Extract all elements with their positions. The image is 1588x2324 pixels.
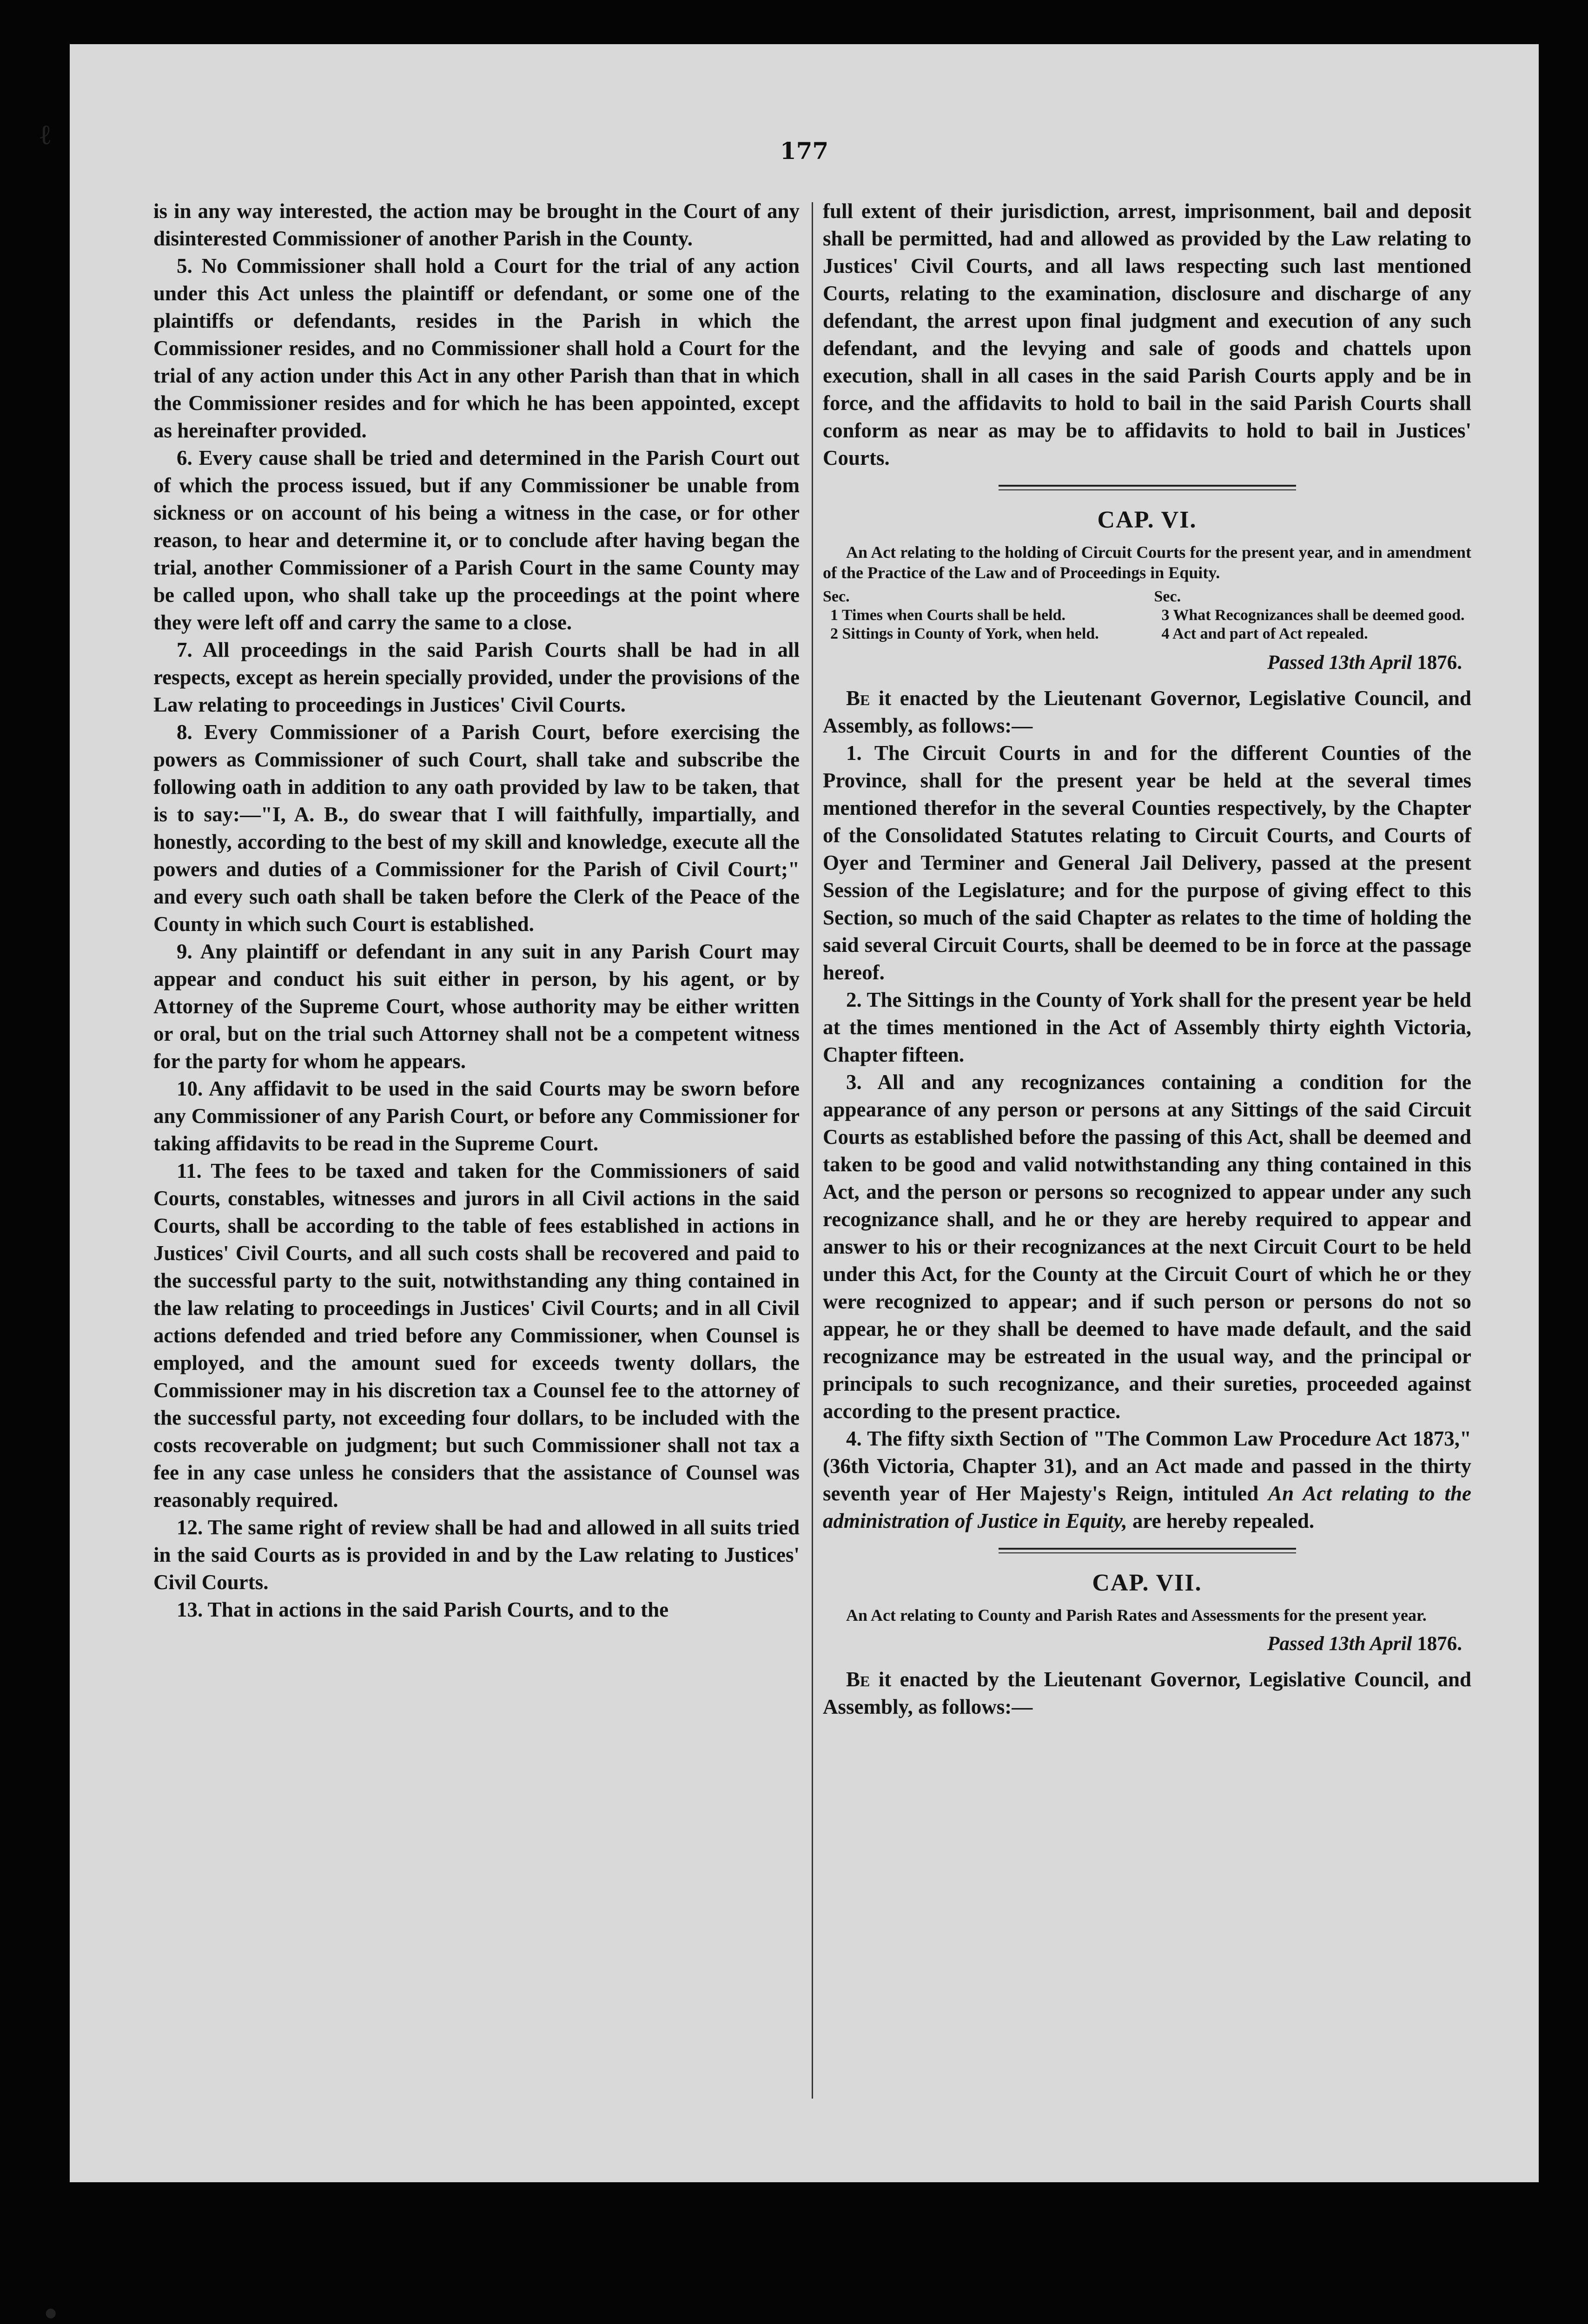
sec4-end: are hereby repealed. (1127, 1509, 1315, 1532)
act-description: An Act relating to County and Parish Rates and Assessments for the present year. (846, 1606, 1427, 1624)
paragraph: 3. All and any recognizances containing a condition for the appearance of any person or persons at any Sittings of the said Circuit Courts as established before the passing of this Act, shall be deemed and taken to be good and valid notwithstanding any thing contained in this Act, and the person or persons so recognized to appear under any such recognizance shall, and he or they are hereby required to appear and answer to his or their recognizances at the next Circuit Court to be held under this Act, for the County at the Circuit Court of which he or they were recognized to appear; and if such person or persons do not so appear, he or they shall be deemed to have made default, and the said recognizance may be estreated in the usual way, and the principal or principals to such recognizance, and their sureties, proceeded against according to the present practice. (823, 1070, 1471, 1423)
section-index-right (1140, 588, 1472, 643)
margin-mark-top: ℓ (40, 119, 51, 151)
passed-year: 1876. (1417, 652, 1462, 673)
enacting-clause (823, 1666, 1471, 1721)
section-index-item: 4 Act and part of Act repealed. (1161, 625, 1368, 642)
continuation-paragraph: full extent of their jurisdiction, arrest, imprisonment, bail and deposit shall be permitted, had and allowed as provided by the Law relating to Justices' Civil Courts, and all laws respecting such last mentioned Courts, relating to the examination, disclosure and discharge of any defendant, the arrest upon final judgment and execution of any such defendant, and the levying and sale of goods and chattels upon execution, shall in all cases in the said Parish Courts apply and be in force, and the affidavits to hold to bail in the said Parish Courts shall conform as near as may be to affidavits to hold to bail in Justices' Courts. (823, 199, 1471, 469)
section-index (823, 588, 1471, 643)
section-index-header: Sec. (823, 588, 850, 605)
paragraph: 2. The Sittings in the County of York shall for the present year be held at the times mentioned in the Act of Assembly thirty eighth Victoria, Chapter fifteen. (823, 988, 1471, 1066)
paragraph: 1. The Circuit Courts in and for the different Counties of the Province, shall for the present year be held at the several times mentioned therefor in the several Counties respectively, by the Chapter of the Consolidated Statutes relating to Circuit Courts, and Courts of Oyer and Terminer and General Jail Delivery, passed at the present Session of the Legislature; and for the purpose of giving effect to this Section, so much of the said Chapter as relates to the time of holding the said several Circuit Courts, shall be deemed to be in force at the passage hereof. (823, 741, 1471, 984)
column-divider (812, 202, 813, 2099)
enacting-rest: it enacted by the Lieutenant Governor, Legislative Council, and Assembly, as follows:— (823, 1668, 1471, 1718)
paragraph: 6. Every cause shall be tried and determined in the Parish Court out of which the process issued, but if any Commissioner be unable from sickness or on account of his being a witness in the case, or for other reason, to hear and determine it, or to conclude after having began the trial, another Commissioner of a Parish Court in the same County may be called upon, who shall take up the proceedings at the point where they were left off and carry the same to a close. (153, 446, 800, 634)
enacting-be: Be (846, 1668, 870, 1691)
left-column (153, 198, 800, 2108)
passed-label: Passed 13th April (1267, 1633, 1412, 1655)
paragraph: 5. No Commissioner shall hold a Court for the trial of any action under this Act unless the plaintiff or defendant, or some one of the plaintiffs or defendants, resides in the Parish in which the Commissioner resides, and no Commissioner shall hold a Court for the trial of any action under this Act in any other Parish than that in which the Commissioner resides and for which he has been appointed, except as hereinafter provided. (153, 254, 800, 442)
document-page (40, 44, 1539, 2324)
paragraph: 7. All proceedings in the said Parish Courts shall be had in all respects, except as herein specially provided, under the provisions of the Law relating to proceedings in Justices' Civil Courts. (153, 638, 800, 716)
paragraph: 13. That in actions in the said Parish Courts, and to the (177, 1598, 669, 1621)
enacting-be: Be (846, 687, 870, 710)
section-rule (999, 1548, 1296, 1553)
section-index-item: 1 Times when Courts shall be held. (830, 607, 1065, 624)
paragraph: is in any way interested, the action may be brought in the Court of any disinterested Commissioner of another Parish in the County. (153, 199, 800, 250)
sec4-start: 4. The fifty sixth Section of "The Common Law Procedure Act 1873," (36th Victoria, Chapter 31), and an Act made and passed in the thirty seventh year of Her Majesty's Reign, intituled (823, 1427, 1471, 1505)
passed-year: 1876. (1417, 1633, 1462, 1655)
section-rule (999, 485, 1296, 490)
paragraph (823, 1425, 1471, 1535)
chapter-title-cap7: CAP. VII. (1092, 1570, 1202, 1596)
section-index-left (823, 588, 1140, 643)
act-description: An Act relating to the holding of Circuit Courts for the present year, and in amendment of the Practice of the Law and of Proceedings in Equity. (823, 543, 1471, 582)
paragraph: 10. Any affidavit to be used in the said Courts may be sworn before any Commissioner of any Parish Court, or before any Commissioner for taking affidavits to be read in the Supreme Court. (153, 1077, 800, 1155)
paragraph: 8. Every Commissioner of a Parish Court, before exercising the powers as Commissioner of such Court, shall take and subscribe the following oath in addition to any oath provided by law to be taken, that is to say:—"I, A. B., do swear that I will faithfully, impartially, and honestly, according to the best of my skill and knowledge, execute all the powers and duties of a Commissioner for the Parish of Civil Court;" and every such oath shall be taken before the Clerk of the Peace of the County in which such Court is established. (153, 720, 800, 936)
paragraph: 9. Any plaintiff or defendant in any suit in any Parish Court may appear and conduct his suit either in person, by his agent, or by Attorney of the Supreme Court, whose authority may be either written or oral, but on the trial such Attorney shall not be a competent witness for the party for whom he appears. (153, 940, 800, 1073)
passed-date (823, 649, 1462, 676)
sec4-italic-title: An Act relating to the administration of Justice in Equity, (823, 1482, 1471, 1532)
section-index-item: 3 What Recognizances shall be deemed good. (1161, 607, 1465, 624)
page-number: 177 (780, 137, 829, 165)
enacting-clause (823, 685, 1471, 739)
paragraph: 11. The fees to be taxed and taken for the Commissioners of said Courts, constables, witnesses and jurors in all Civil actions in the said Courts, shall be according to the table of fees established in actions in Justices' Civil Courts, and all such costs shall be recovered and paid to the successful party to the suit, notwithstanding any thing contained in the law relating to proceedings in Justices' Civil Courts; and in all Civil actions defended and tried before any Commissioner, when Counsel is employed, and the amount sued for exceeds twenty dollars, the Commissioner may in his discretion tax a Counsel fee to the attorney of the successful party, not exceeding four dollars, to be included with the costs recoverable on judgment; but such Commissioner shall not tax a fee in any case unless he considers that the assistance of Counsel was reasonably required. (153, 1159, 800, 1512)
margin-mark-bottom: • (42, 2298, 60, 2324)
section-index-header: Sec. (1154, 588, 1181, 605)
passed-label: Passed 13th April (1267, 652, 1412, 673)
right-column (823, 198, 1471, 2108)
passed-date (823, 1630, 1462, 1657)
section-index-item: 2 Sittings in County of York, when held. (830, 625, 1099, 642)
paragraph: 12. The same right of review shall be had and allowed in all suits tried in the said Courts as is provided in and by the Law relating to Justices' Civil Courts. (153, 1516, 800, 1594)
chapter-title-cap6: CAP. VI. (1097, 507, 1197, 533)
enacting-rest: it enacted by the Lieutenant Governor, Legislative Council, and Assembly, as follows:— (823, 687, 1471, 737)
